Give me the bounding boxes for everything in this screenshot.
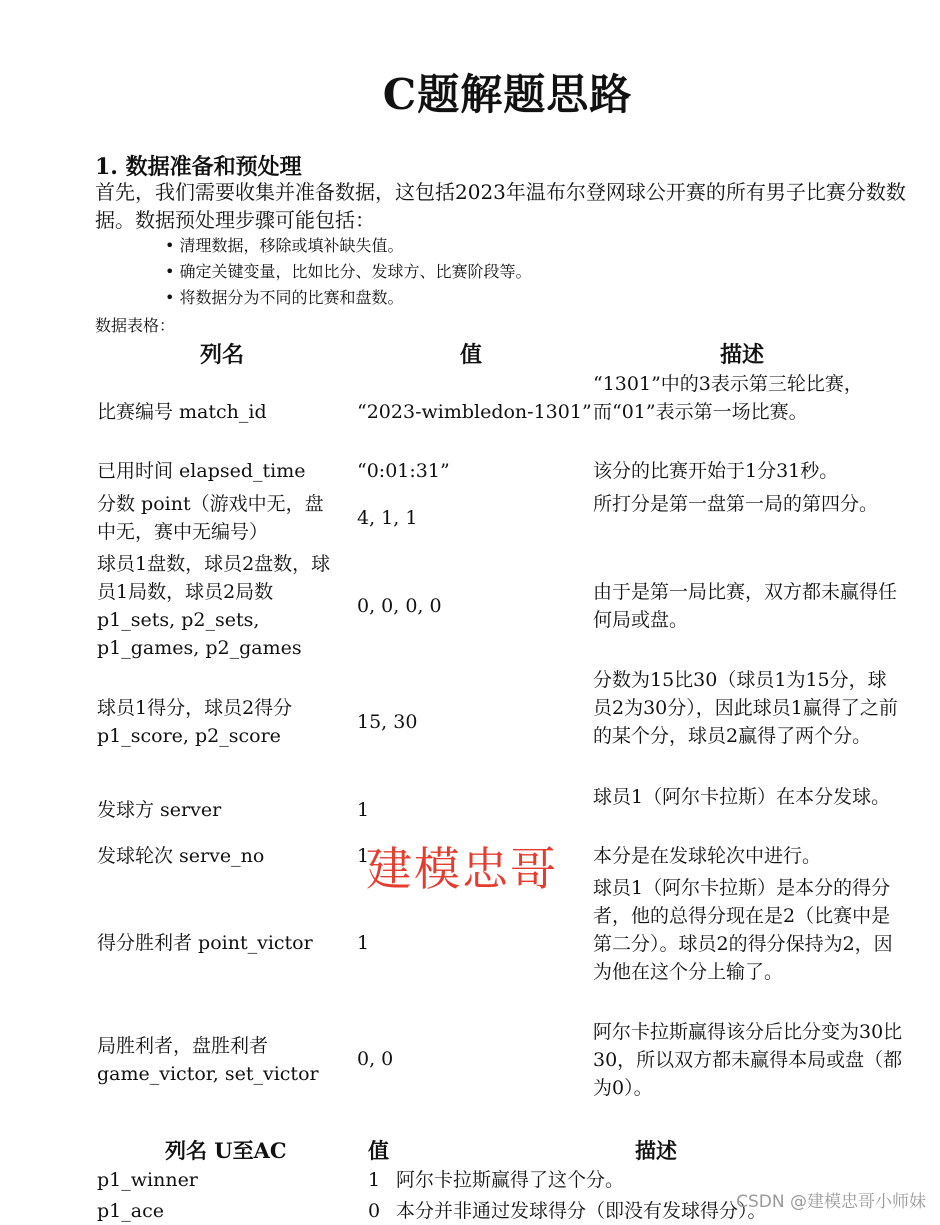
table-cell-name: 得分胜利者 point_victor: [97, 932, 313, 954]
table2-cell-value: 0: [368, 1200, 381, 1222]
table-cell-desc: 球员1（阿尔卡拉斯）是本分的得分者，他的总得分现在是2（比赛中是第二分）。球员2的得分保持为2，因为他在这个分上输了。: [593, 877, 893, 983]
table2-cell-desc: 阿尔卡拉斯赢得了这个分。: [396, 1169, 625, 1191]
table2-cell-name: p1_winner: [97, 1169, 198, 1191]
table-label: 数据表格：: [95, 316, 176, 335]
table2-header-name: 列名 U至AC: [165, 1138, 287, 1163]
csdn-watermark: CSDN @建模忠哥小师妹: [736, 1192, 926, 1212]
intro-paragraph: 首先，我们需要收集并准备数据，这包括2023年温布尔登网球公开赛的所有男子比赛分数数据。数据预处理步骤可能包括：: [95, 180, 906, 232]
table2-header-desc: 描述: [635, 1138, 677, 1163]
table-cell-value: 0, 0, 0, 0: [357, 595, 442, 617]
table-cell-value: 1: [357, 799, 370, 821]
table-cell-name: 发球轮次 serve_no: [97, 845, 265, 867]
table2-cell-desc: 本分并非通过发球得分（即没有发球得分）。: [396, 1200, 767, 1222]
table-header-desc: 描述: [720, 342, 765, 368]
watermark-text: 建模忠哥: [366, 842, 558, 896]
table-cell-value: “0:01:31”: [357, 460, 450, 482]
bullet-item: • 清理数据，移除或填补缺失值。: [165, 233, 532, 259]
table-cell-name: 发球方 server: [97, 799, 222, 821]
table-cell-name: 比赛编号 match_id: [97, 401, 267, 423]
table-cell-desc: 该分的比赛开始于1分31秒。: [593, 460, 839, 482]
table-cell-desc: 阿尔卡拉斯赢得该分后比分变为30比30，所以双方都未赢得本局或盘（都为0）。: [593, 1021, 903, 1099]
table-cell-value: 4, 1, 1: [357, 507, 418, 529]
table-cell-desc: 由于是第一局比赛，双方都未赢得任何局或盘。: [593, 581, 898, 631]
section-heading: 1. 数据准备和预处理: [95, 154, 302, 180]
table-cell-value: 0, 0: [357, 1048, 394, 1070]
table-cell-name: 分数 point（游戏中无，盘中无，赛中无编号）: [97, 493, 324, 543]
table-cell-value: 1: [357, 932, 370, 954]
table-cell-name: 球员1盘数，球员2盘数，球员1局数，球员2局数 p1_sets, p2_sets, p1_games, p2_games: [97, 553, 331, 659]
table-header-value: 值: [460, 342, 483, 368]
table-cell-desc: “1301”中的3表示第三轮比赛，而“01”表示第一场比赛。: [593, 373, 863, 423]
table2-cell-value: 1: [368, 1169, 381, 1191]
bullet-item: • 将数据分为不同的比赛和盘数。: [165, 285, 532, 311]
table2-header-value: 值: [368, 1138, 389, 1163]
table-cell-value: 1: [357, 845, 370, 867]
table-cell-desc: 分数为15比30（球员1为15分，球员2为30分），因此球员1赢得了之前的某个分，球员2赢得了两个分。: [593, 669, 898, 747]
bullet-list: [165, 233, 532, 311]
table-cell-desc: 所打分是第一盘第一局的第四分。: [593, 493, 879, 515]
table-cell-desc: 本分是在发球轮次中进行。: [593, 845, 822, 867]
table-cell-value: 15, 30: [357, 711, 418, 733]
page-title: C题解题思路: [382, 70, 633, 119]
bullet-item: • 确定关键变量，比如比分、发球方、比赛阶段等。: [165, 259, 532, 285]
table-cell-desc: 球员1（阿尔卡拉斯）在本分发球。: [593, 786, 891, 808]
table-cell-name: 局胜利者，盘胜利者 game_victor, set_victor: [97, 1035, 319, 1085]
table-cell-value: “2023-wimbledon-1301”: [357, 401, 592, 423]
table-cell-name: 已用时间 elapsed_time: [97, 460, 306, 482]
table-header-name: 列名: [200, 342, 245, 368]
table-cell-name: 球员1得分，球员2得分 p1_score, p2_score: [97, 697, 293, 747]
table2-cell-name: p1_ace: [97, 1200, 164, 1222]
